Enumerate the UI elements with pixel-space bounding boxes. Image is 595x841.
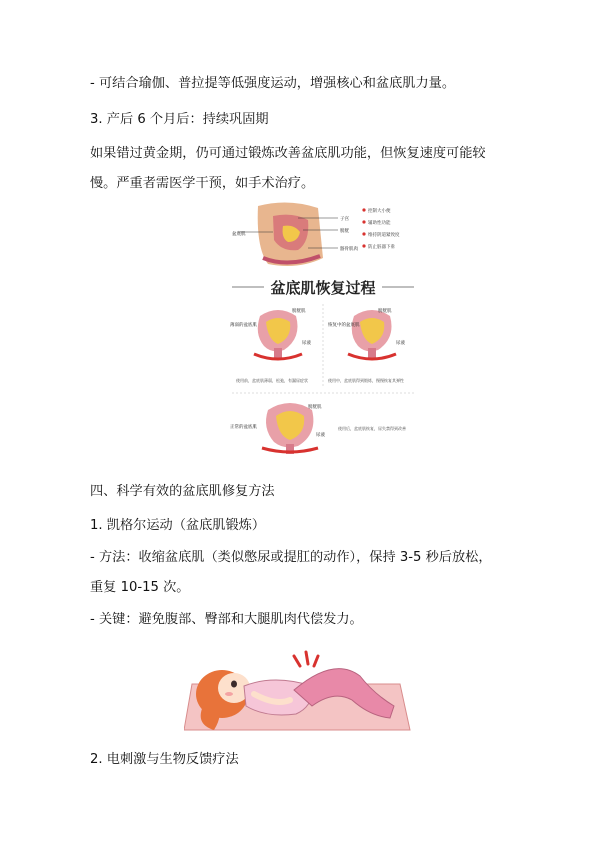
panel3-label-right: 尿液 [316,433,325,438]
panel3-label-top: 膀胱肌 [308,405,322,410]
label-bladder: 膀胱 [340,229,349,234]
pelvis-anatomy-illustration [228,198,418,270]
bullet-1: 控制大小便 [368,209,391,214]
panel1-caption: 使用前，盆底肌薄弱，松弛，有漏尿症状 [236,378,308,383]
panel2-label-left: 恢复中的盆底肌 [328,323,360,328]
panel3-caption: 使用后，盆底肌恢复，尿失禁得到改善 [338,426,406,431]
panel3-label-left: 正常的盆底肌 [230,425,257,430]
pelvic-floor-recovery-figure [228,198,418,456]
bullet-2: 辅助性功能 [368,221,391,226]
heading-electrical-stimulation: 2. 电刺激与生物反馈疗法 [90,752,239,767]
figure-title: 盆底肌恢复过程 [270,279,376,297]
label-pelvic-floor-left: 盆底肌 [232,232,246,237]
panel1-label-left: 薄弱的盆底肌 [230,323,257,328]
paragraph-kegel-method-2: 重复 10-15 次。 [90,580,190,595]
paragraph-kegel-key: - 关键：避免腹部、臀部和大腿肌肉代偿发力。 [90,612,363,627]
paragraph-kegel-method-1: - 方法：收缩盆底肌（类似憋尿或提肛的动作），保持 3-5 秒后放松， [90,550,492,565]
panel-before [230,307,311,383]
panel1-label-right: 尿液 [302,341,311,346]
panel-after [230,403,406,454]
panel2-label-top: 膀胱肌 [378,309,392,314]
paragraph-golden-period-1: 如果错过黄金期，仍可通过锻炼改善盆底肌功能，但恢复速度可能较 [90,146,486,161]
section-heading-methods: 四、科学有效的盆底肌修复方法 [90,484,275,499]
panel2-caption: 使用中，盆底肌得到锻炼，慢慢恢复其弹性 [328,378,404,383]
paragraph-yoga: - 可结合瑜伽、普拉提等低强度运动，增强核心和盆底肌力量。 [90,76,456,91]
paragraph-golden-period-2: 慢。严重者需医学干预，如手术治疗。 [90,176,315,191]
panel2-label-right: 尿液 [396,341,405,346]
bullet-4: 防止脏器下垂 [368,245,395,250]
kegel-exercise-illustration [184,644,414,736]
bullet-3: 维持阴道紧致度 [368,233,400,238]
section-heading-6-months: 3. 产后 6 个月后：持续巩固期 [90,112,269,127]
label-uterus: 子宫 [340,217,349,222]
heading-kegel: 1. 凯格尔运动（盆底肌锻炼） [90,518,266,533]
panel-during [328,307,405,383]
label-iliac-muscle: 髂骨肌肉 [340,247,358,252]
panel1-label-top: 膀胱肌 [292,309,306,314]
